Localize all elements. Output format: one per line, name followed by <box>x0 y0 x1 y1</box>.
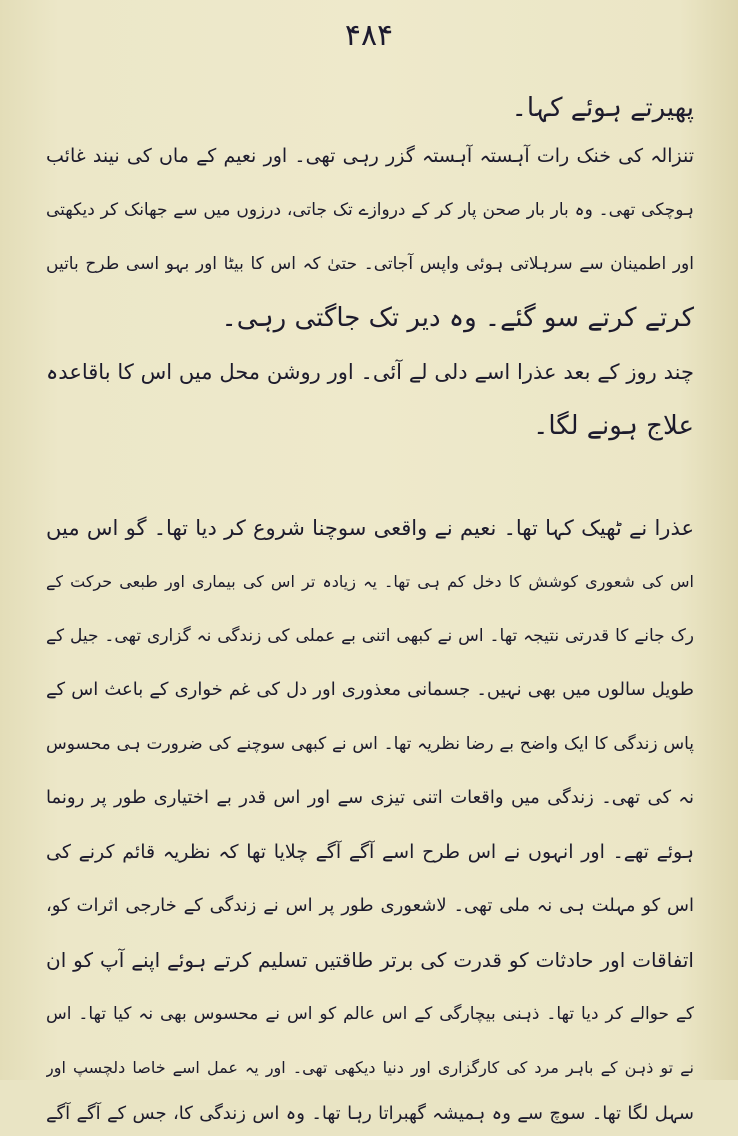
text-line: چند روز کے بعد عذرا اسے دلی لے آئی۔ اور روشن محل میں اس کا باقاعدہ <box>46 360 694 384</box>
text-line: کے حوالے کر دیا تھا۔ ذہنی بیچارگی کے اس عالم کو اس نے محسوس بھی نہ کیا تھا۔ اس <box>46 1004 694 1024</box>
page-number: ۴۸۴ <box>344 18 394 53</box>
text-line: سہل لگا تھا۔ سوچ سے وہ ہمیشہ گھبراتا رہا تھا۔ وہ اس زندگی کا، جس کے آگے آگے <box>46 1103 694 1124</box>
text-line: کرتے کرتے سو گئے۔ وہ دیر تک جاگتی رہی۔ <box>221 303 694 333</box>
text-line: تنزالہ کی خنک رات آہستہ آہستہ گزر رہی تھی۔ اور نعیم کے ماں کی نیند غائب <box>46 145 694 167</box>
text-line: علاج ہونے لگا۔ <box>533 411 694 441</box>
text-line: پاس زندگی کا ایک واضح بے رضا نظریہ تھا۔ اس نے کبھی سوچنے کی ضرورت ہی محسوس <box>46 734 694 754</box>
text-line: طویل سالوں میں بھی نہیں۔ جسمانی معذوری اور دل کی غم خواری کے باعث اس کے <box>46 679 694 700</box>
text-line: نہ کی تھی۔ زندگی میں واقعات اتنی تیزی سے اور اس قدر بے اختیاری طور پر رونما <box>46 787 694 808</box>
text-line: اتفاقات اور حادثات کو قدرت کی برتر طاقتیں تسلیم کرتے ہوئے اپنے آپ کو ان <box>46 948 694 972</box>
text-line: ہوچکی تھی۔ وہ بار بار صحن پار کر کے دروازے تک جاتی، درزوں میں سے جھانک کر دیکھتی <box>46 200 694 220</box>
text-line: پھیرتے ہوئے کہا۔ <box>511 93 694 123</box>
text-line: اور اطمینان سے سرہلاتی ہوئی واپس آجاتی۔ حتیٰ کہ اس کا بیٹا اور بہو اسی طرح باتیں <box>46 254 694 274</box>
text-line: ہوئے تھے۔ اور انہوں نے اس طرح اسے آگے آگے چلایا تھا کہ نظریہ قائم کرنے کی <box>46 841 694 863</box>
text-line: رک جانے کا قدرتی نتیجہ تھا۔ اس نے کبھی اتنی بے عملی کی زندگی نہ گزاری تھی۔ جیل کے <box>46 626 694 646</box>
text-line: اس کو مہلت ہی نہ ملی تھی۔ لاشعوری طور پر اس نے زندگی کے خارجی اثرات کو، <box>46 895 694 916</box>
text-line: عذرا نے ٹھیک کہا تھا۔ نعیم نے واقعی سوچنا شروع کر دیا تھا۔ گو اس میں <box>46 516 694 540</box>
text-line: اس کی شعوری کوشش کا دخل کم ہی تھا۔ یہ زیادہ تر اس کی بیماری اور طبعی حرکت کے <box>46 572 694 591</box>
text-line: نے تو ذہن کے باہر مرد کی کارگزاری اور دنیا دیکھی تھی۔ اور یہ عمل اسے خاصا دلچسپ اور <box>46 1058 694 1077</box>
